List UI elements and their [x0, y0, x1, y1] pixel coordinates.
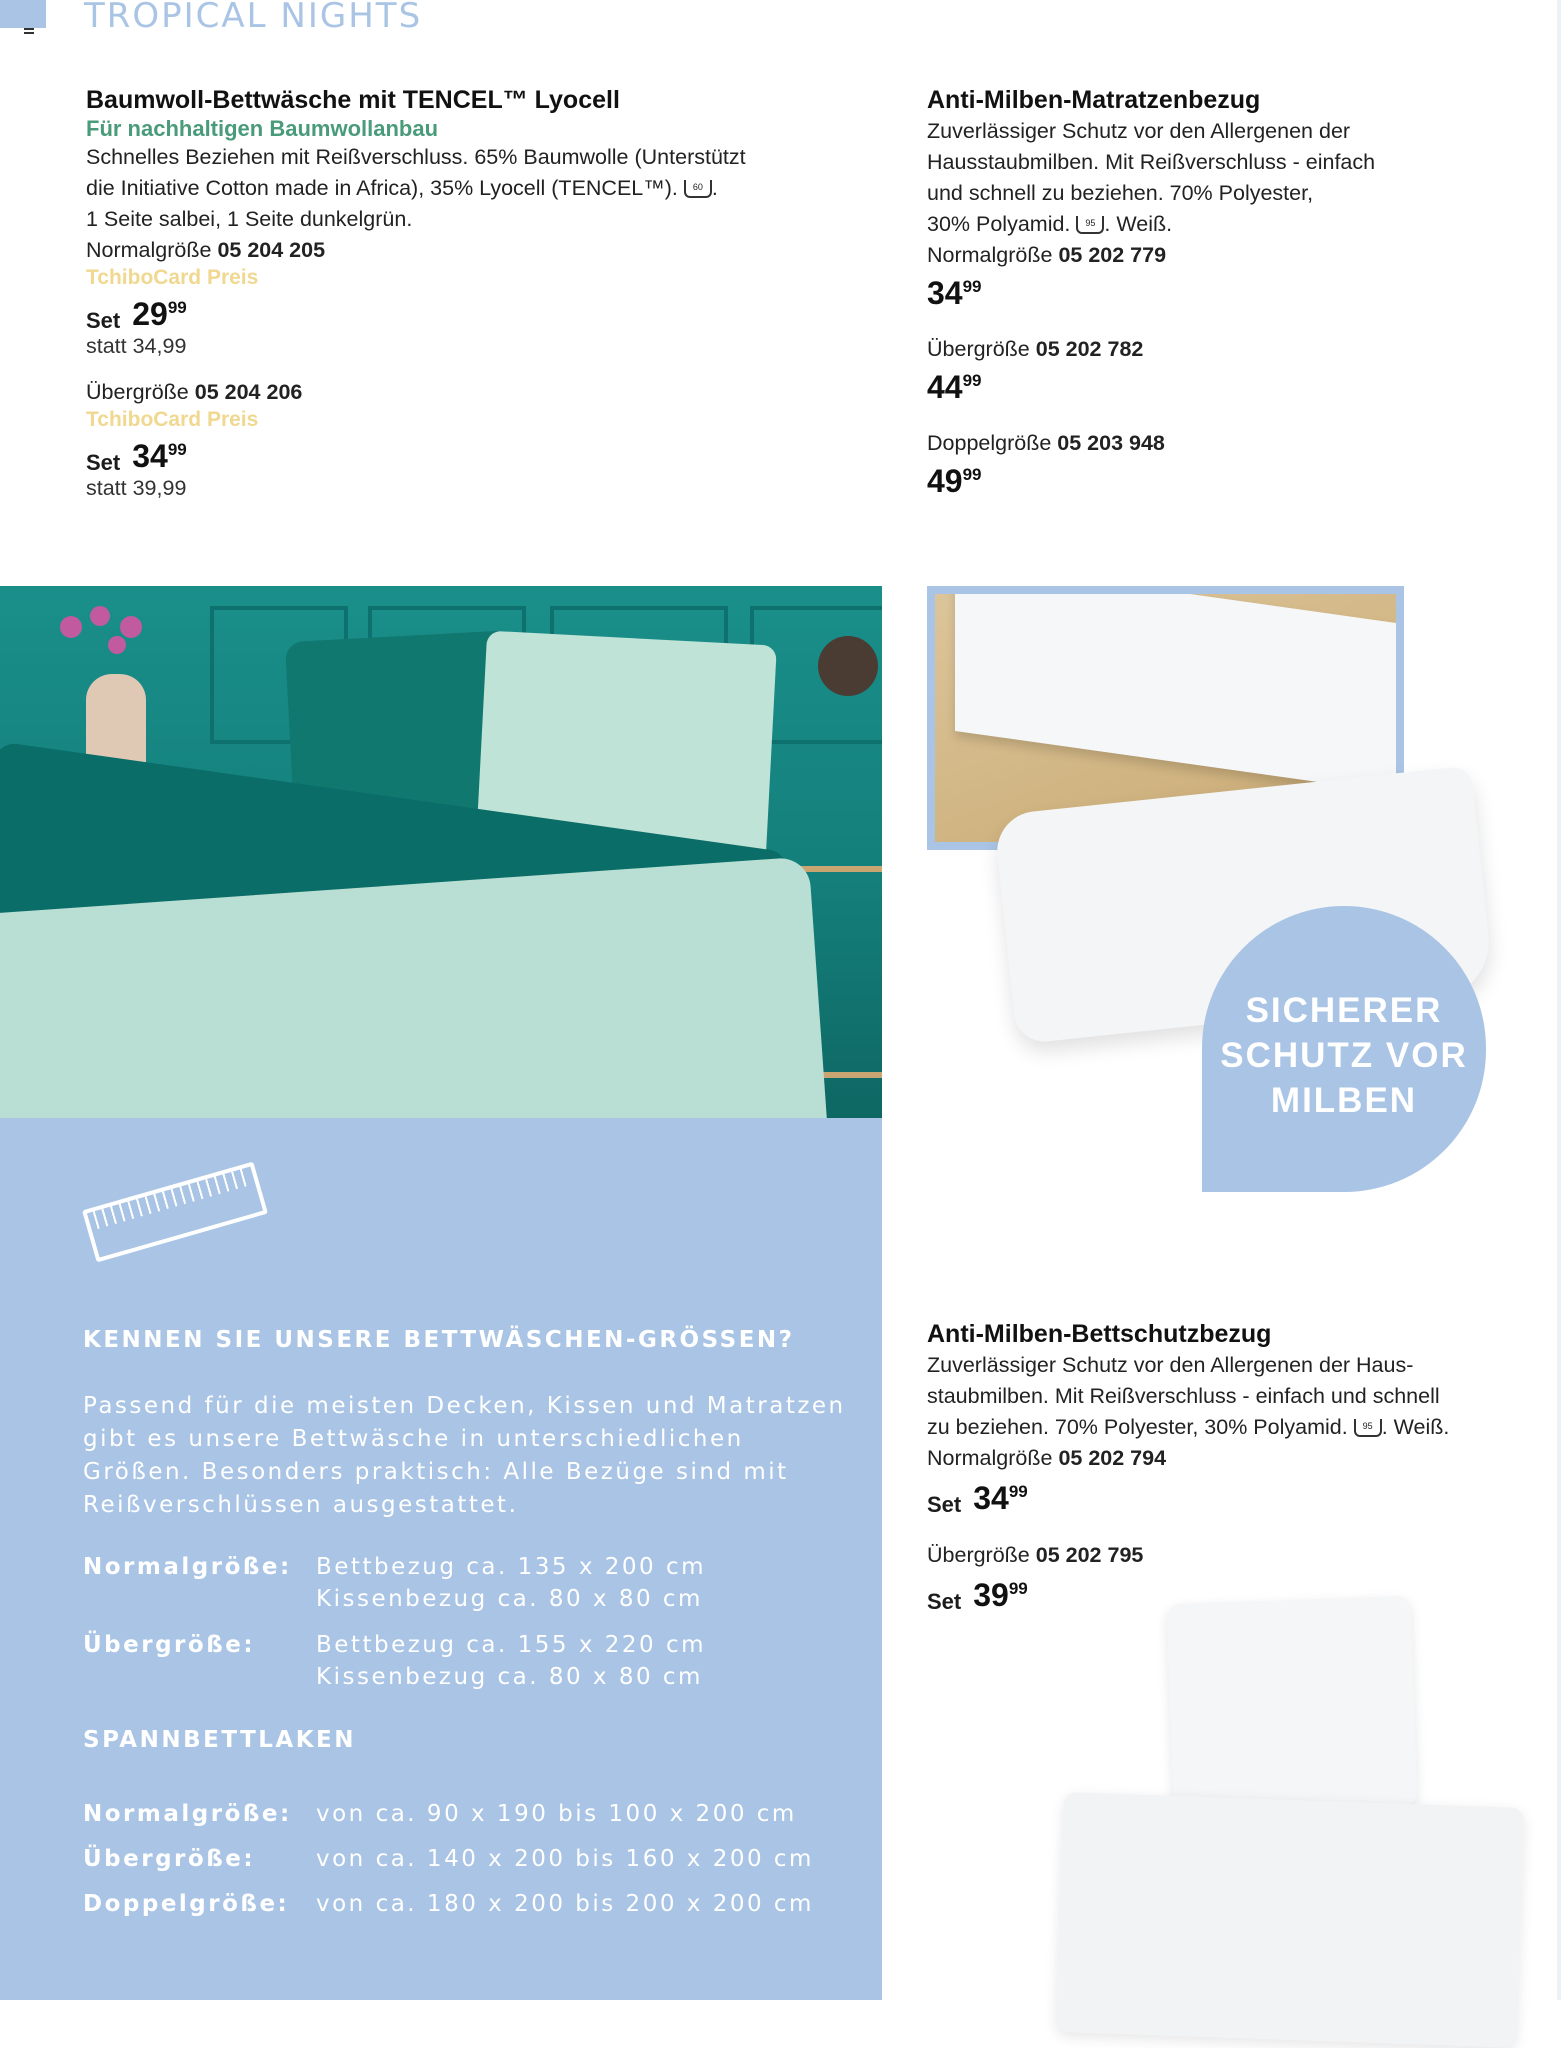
- page-title: TROPICAL NIGHTS: [84, 0, 423, 36]
- product-description: Zuverlässiger Schutz vor den Allergenen der Haus- staubmilben. Mit Reißverschluss - einfach und schnell zu beziehen. 70% Polyester, 30% Polyamid. 95 . Weiß. Normalgröße 05 202 794: [927, 1353, 1450, 1470]
- product-title: Baumwoll-Bettwäsche mit TENCEL™ Lyocell: [86, 86, 620, 114]
- article-number: 05 202 782: [1035, 337, 1144, 361]
- article-number: 05 202 779: [1058, 243, 1167, 267]
- product-bedding: [86, 86, 846, 501]
- size-line: Doppelgröße 05 203 948: [927, 431, 1165, 455]
- price: $49^{99}$: [927, 463, 982, 499]
- product-subtitle: Für nachhaltigen Baumwollanbau: [86, 116, 439, 141]
- wash-symbol-icon: 95: [1354, 1419, 1382, 1437]
- price: $34^{99}$: [132, 438, 187, 474]
- menu-icon: [24, 28, 34, 34]
- product-title: Anti-Milben-Matratzenbezug: [927, 86, 1261, 114]
- product-description: Schnelles Beziehen mit Reißverschluss. 65% Baumwolle (Unterstützt die Initiative Cotton made in Africa), 35% Lyocell (TENCEL™). 60 . 1 Seite salbei, 1 Seite dunkelgrün. Normalgröße 05 204 205: [86, 145, 746, 262]
- price: $34^{99}$: [973, 1480, 1028, 1516]
- article-number: 05 202 795: [1035, 1543, 1144, 1567]
- price-row: Set $39^{99}$: [927, 1577, 1028, 1614]
- tchibocard-label: TchiboCard Preis: [86, 408, 259, 431]
- article-number: 05 204 206: [194, 380, 303, 404]
- article-number: 05 202 794: [1058, 1446, 1167, 1470]
- product-mattress-cover: [927, 86, 1527, 500]
- size-heading: KENNEN SIE UNSERE BETTWÄSCHEN-GRÖSSEN?: [83, 1327, 795, 1353]
- price-row: Set $34^{99}$: [86, 438, 187, 475]
- price: $29^{99}$: [132, 296, 187, 332]
- size-line: Übergröße 05 202 782: [927, 337, 1144, 361]
- bedding-size-table: Normalgröße: Bettbezug ca. 135 x 200 cm Kissenbezug ca. 80 x 80 cm Übergröße: Bettbezug ca. 155 x 220 cm Kissenbezug ca. 80 x 80 cm: [83, 1554, 707, 1690]
- pendant-lamp: [818, 636, 878, 696]
- bed-cover-photo: [1056, 1792, 1524, 2048]
- price: $44^{99}$: [927, 369, 982, 405]
- page-edge: [1557, 0, 1561, 2000]
- size-line: Übergröße 05 204 206: [86, 380, 303, 404]
- protection-badge: SICHERER SCHUTZ VOR MILBEN: [1202, 906, 1486, 1192]
- old-price: statt 34,99: [86, 334, 187, 358]
- product-bed-protector: [927, 1320, 1527, 1615]
- price-row: Set $29^{99}$: [86, 296, 187, 333]
- size-paragraph: Passend für die meisten Decken, Kissen und Matratzen gibt es unsere Bettwäsche in unterschiedlichen Größen. Besonders praktisch: Alle Bezüge sind mit Reißverschlüssen ausgestattet.: [83, 1393, 846, 1518]
- pillow-photo: [1166, 1596, 1417, 1814]
- fitted-sheet-table: Normalgröße: von ca. 90 x 190 bis 100 x 200 cm Übergröße: von ca. 140 x 200 bis 160 x 200 cm Doppelgröße: von ca. 180 x 200 bis 200 x 200 cm: [83, 1801, 814, 1917]
- article-number: 05 203 948: [1057, 431, 1165, 455]
- article-number: 05 204 205: [217, 238, 326, 262]
- product-title: Anti-Milben-Bettschutzbezug: [927, 1320, 1272, 1348]
- corner-tab: [0, 0, 46, 28]
- old-price: statt 39,99: [86, 476, 187, 500]
- product-description: Zuverlässiger Schutz vor den Allergenen der Hausstaubmilben. Mit Reißverschluss - einfach und schnell zu beziehen. 70% Polyester, 30% Polyamid. 95 . Weiß. Normalgröße 05 202 779: [927, 119, 1376, 267]
- size-line: Übergröße 05 202 795: [927, 1543, 1144, 1567]
- fitted-sheet-heading: SPANNBETTLAKEN: [83, 1727, 356, 1753]
- wash-symbol-icon: 95: [1076, 216, 1104, 234]
- price: $34^{99}$: [927, 275, 982, 311]
- price-row: Set $34^{99}$: [927, 1480, 1028, 1517]
- bedroom-photo: [0, 586, 882, 1118]
- price: $39^{99}$: [973, 1577, 1028, 1613]
- wash-symbol-icon: 60: [684, 180, 712, 198]
- tchibocard-label: TchiboCard Preis: [86, 266, 259, 289]
